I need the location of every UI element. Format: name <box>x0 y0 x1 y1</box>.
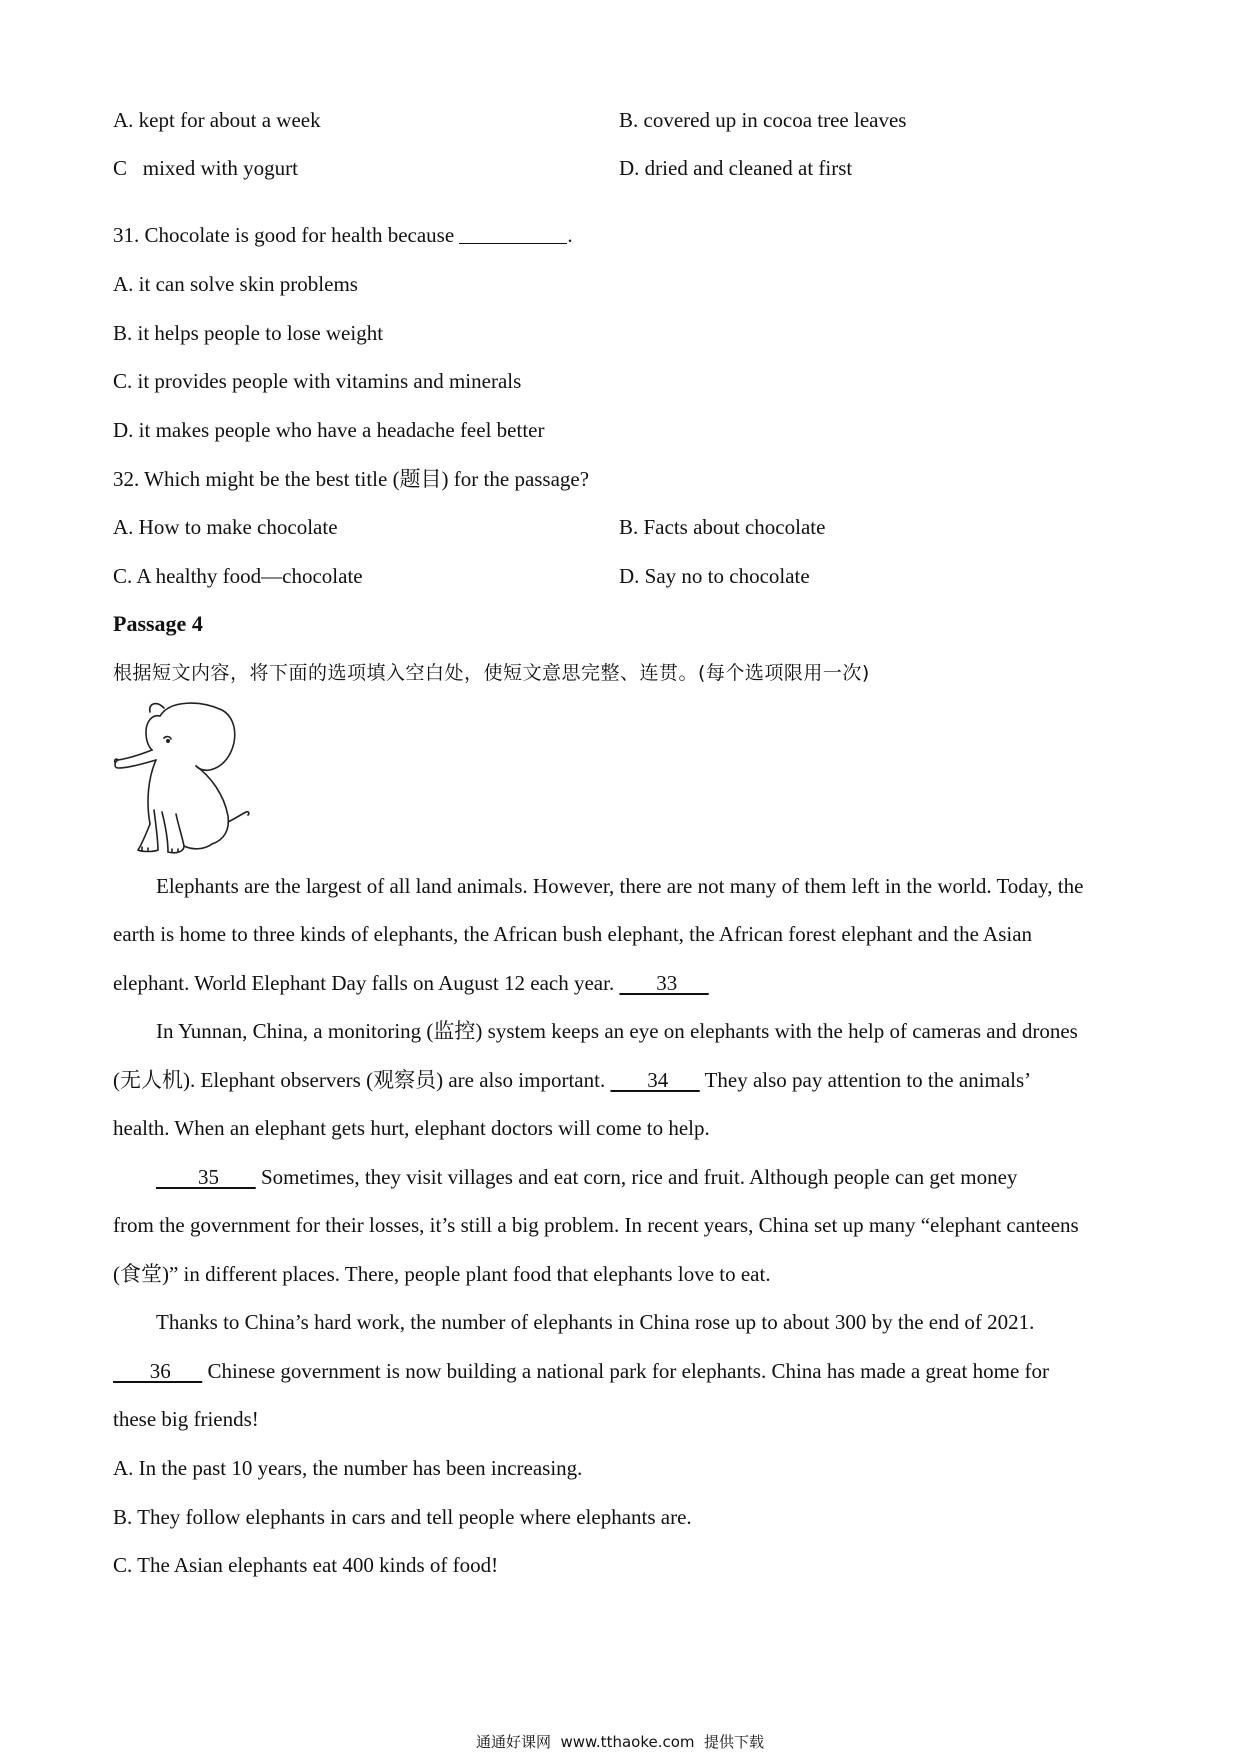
passage4-p4-line3: these big friends! <box>113 1407 259 1431</box>
passage4-option-b: B. They follow elephants in cars and tell people where elephants are. <box>113 1505 692 1529</box>
q32-option-b: B. Facts about chocolate <box>619 515 826 539</box>
passage4-p4-line2-text: Chinese government is now building a national park for elephants. China has made a great home for <box>202 1359 1050 1383</box>
q32-option-d: D. Say no to chocolate <box>619 564 810 588</box>
q31-option-a: A. it can solve skin problems <box>113 272 358 296</box>
passage4-p3-line1 <box>156 1164 1017 1190</box>
q31-question <box>113 222 573 248</box>
q30-option-c: C mixed with yogurt <box>113 156 298 180</box>
q31-option-c: C. it provides people with vitamins and minerals <box>113 369 522 393</box>
passage4-p1-line3-text: elephant. World Elephant Day falls on August 12 each year. <box>113 971 620 995</box>
blank-33: 33 <box>619 971 709 995</box>
passage4-heading: Passage 4 <box>113 611 203 636</box>
q31-option-b: B. it helps people to lose weight <box>113 321 384 345</box>
q32-option-c: C. A healthy food—chocolate <box>113 564 363 588</box>
passage4-p2-line2-text-a: (无人机). Elephant observers (观察员) are also important. <box>113 1068 611 1092</box>
passage4-p2-line2-text-b: They also pay attention to the animals’ <box>699 1068 1032 1092</box>
page-footer: 通通好课网 www.tthaoke.com 提供下载 <box>475 1733 765 1751</box>
q30-option-b: B. covered up in cocoa tree leaves <box>619 108 907 132</box>
elephant-illustration <box>112 694 252 856</box>
q30-option-a: A. kept for about a week <box>113 108 321 132</box>
passage4-p1-line3 <box>113 970 709 996</box>
passage4-p3-line2: from the government for their losses, it’s still a big problem. In recent years, China set up many “elephant canteens <box>113 1213 1079 1237</box>
passage4-option-c: C. The Asian elephants eat 400 kinds of food! <box>113 1553 499 1577</box>
passage4-p4-line2 <box>113 1358 1049 1384</box>
blank-35: 35 <box>156 1165 256 1189</box>
q31-stem: 31. Chocolate is good for health because <box>113 223 455 247</box>
passage4-p3-line1-text: Sometimes, they visit villages and eat corn, rice and fruit. Although people can get money <box>255 1165 1018 1189</box>
blank-34: 34 <box>610 1068 700 1092</box>
passage4-p2-line3: health. When an elephant gets hurt, elephant doctors will come to help. <box>113 1116 710 1140</box>
passage4-p4-line1: Thanks to China’s hard work, the number of elephants in China rose up to about 300 by the end of 2021. <box>156 1310 1035 1334</box>
q31-answer-blank <box>459 225 567 244</box>
passage4-p1-line2: earth is home to three kinds of elephants, the African bush elephant, the African forest elephant and the Asian <box>113 922 1033 946</box>
q31-option-d: D. it makes people who have a headache feel better <box>113 418 545 442</box>
passage4-option-a: A. In the past 10 years, the number has been increasing. <box>113 1456 583 1480</box>
q32-question: 32. Which might be the best title (题目) for the passage? <box>113 467 590 491</box>
passage4-p1-line1: Elephants are the largest of all land animals. However, there are not many of them left in the world. Today, the <box>156 874 1084 898</box>
q31-stem-end: . <box>567 223 573 247</box>
passage4-p3-line3: (食堂)” in different places. There, people plant food that elephants love to eat. <box>113 1262 771 1286</box>
passage4-instruction: 根据短文内容，将下面的选项填入空白处，使短文意思完整、连贯。(每个选项限用一次) <box>113 662 870 684</box>
passage4-p2-line1: In Yunnan, China, a monitoring (监控) system keeps an eye on elephants with the help of cameras and drones <box>156 1019 1078 1043</box>
q30-option-d: D. dried and cleaned at first <box>619 156 853 180</box>
passage4-p2-line2 <box>113 1067 1031 1093</box>
blank-36: 36 <box>113 1359 203 1383</box>
q32-option-a: A. How to make chocolate <box>113 515 338 539</box>
